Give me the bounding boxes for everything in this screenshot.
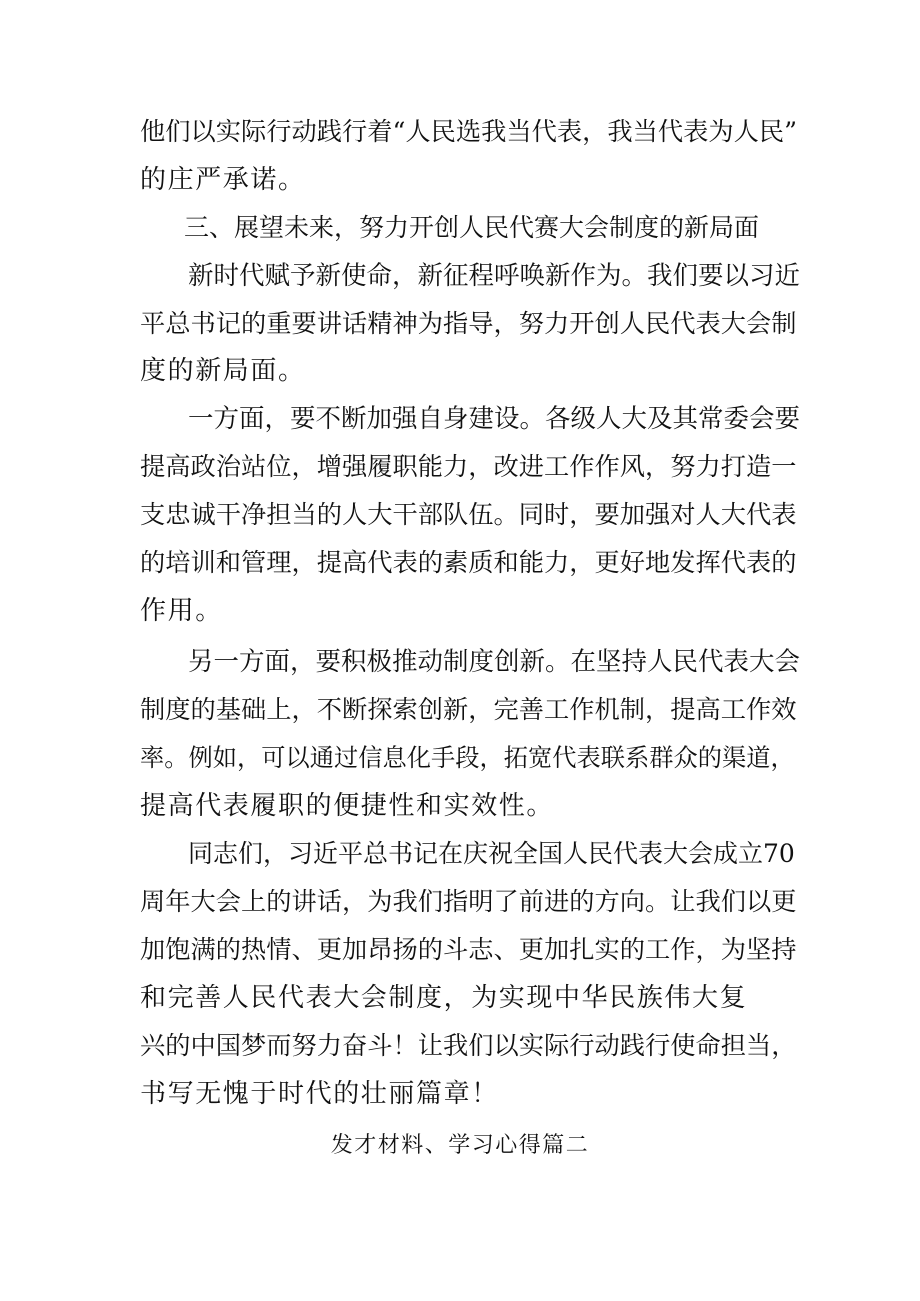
paragraph-3-line-1: 另一方面，要积极推动制度创新。在坚持人民代表大会 bbox=[188, 647, 801, 677]
intro-line-1: 他们以实际行动践行着“人民选我当代表，我当代表为人民” bbox=[140, 117, 798, 146]
paragraph-3-line-2: 制度的基础上，不断探索创新，完善工作机制，提高工作效 bbox=[140, 695, 797, 724]
paragraph-1-line-2: 平总书记的重要讲话精神为指导，努力开创人民代表大会制 bbox=[140, 309, 797, 338]
paragraph-4-line-6: 书写无愧于时代的壮丽篇章！ bbox=[140, 1079, 499, 1109]
paragraph-3-line-3: 率。例如，可以通过信息化手段，拓宽代表联系群众的渠道， bbox=[140, 743, 795, 772]
intro-line-2: 的庄严承诺。 bbox=[140, 165, 306, 195]
paragraph-4-line-4: 和完善人民代表大会制度，为实现中华民族伟大复 bbox=[140, 983, 748, 1013]
paragraph-4-line-3: 加饱满的热情、更加昂扬的斗志、更加扎实的工作，为坚持 bbox=[140, 935, 797, 964]
next-section-title: 发才材料、学习心得篇二 bbox=[330, 1133, 590, 1158]
paragraph-3-line-4: 提高代表履职的便捷性和实效性。 bbox=[140, 791, 555, 821]
paragraph-2-line-3: 支忠诚干净担当的人大干部队伍。同时，要加强对人大代表 bbox=[140, 500, 797, 529]
paragraph-2-line-4: 的培训和管理，提高代表的素质和能力，更好地发挥代表的 bbox=[140, 548, 797, 577]
paragraph-1-line-3: 度的新局面。 bbox=[140, 356, 306, 386]
paragraph-2-line-1: 一方面，要不断加强自身建设。各级人大及其常委会要 bbox=[188, 404, 801, 434]
paragraph-2-line-2: 提高政治站位，增强履职能力，改进工作作风，努力打造一 bbox=[140, 452, 797, 481]
paragraph-4-line-5: 兴的中国梦而努力奋斗！让我们以实际行动践行使命担当， bbox=[140, 1031, 797, 1060]
section-heading: 三、展望未来，努力开创人民代赛大会制度的新局面 bbox=[184, 213, 760, 242]
paragraph-4-line-2: 周年大会上的讲话，为我们指明了前进的方向。让我们以更 bbox=[140, 887, 797, 916]
paragraph-2-line-5: 作用。 bbox=[140, 596, 223, 626]
paragraph-4-line-1: 同志们，习近平总书记在庆祝全国人民代表大会成立70 bbox=[188, 839, 795, 868]
paragraph-1-line-1: 新时代赋予新使命，新征程呼唤新作为。我们要以习近 bbox=[188, 261, 801, 291]
